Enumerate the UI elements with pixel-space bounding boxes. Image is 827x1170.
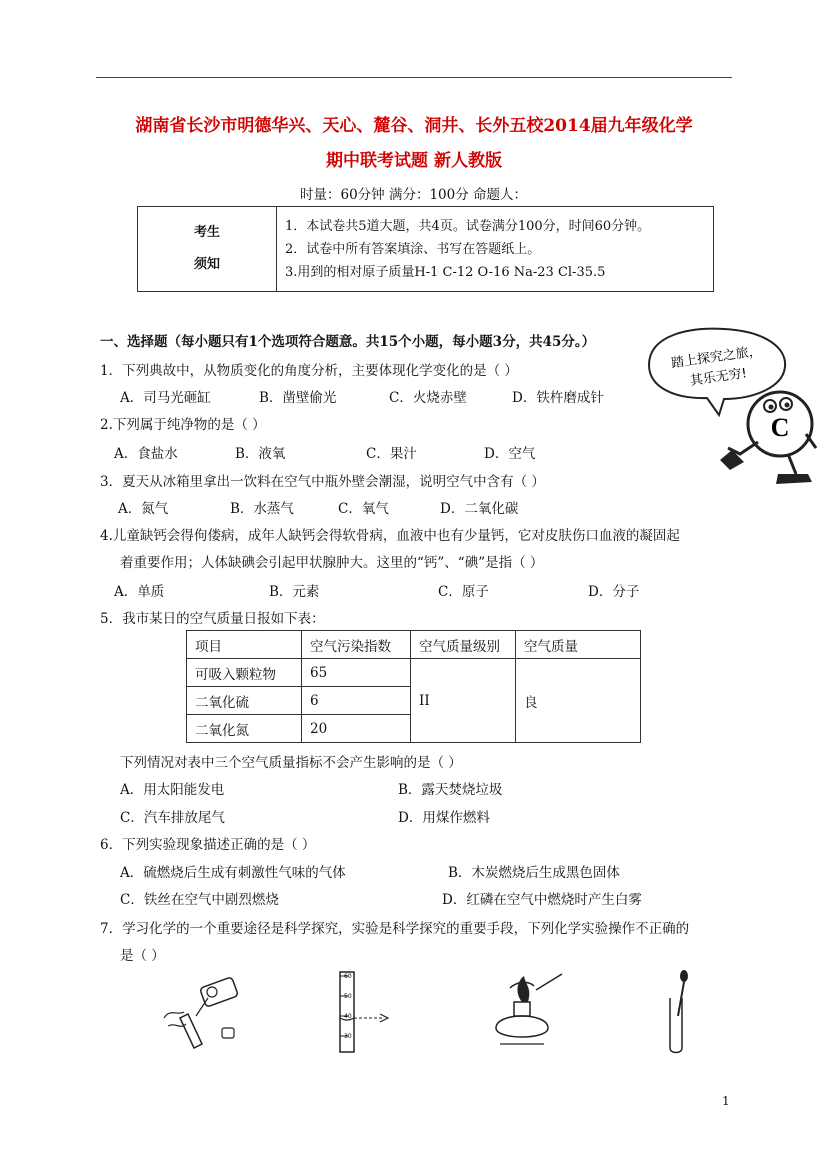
dropper-test-tube-icon: [656, 968, 706, 1058]
section-heading: 一、选择题（每小题只有1个选项符合题意。共15个小题，每小题3分，共45分。）: [100, 334, 596, 350]
table-header-index: 空气污染指数: [302, 631, 411, 659]
question-7-stem-line1: 7．学习化学的一个重要途径是科学探究，实验是科学探究的重要手段，下列化学实验操作不正确的: [100, 921, 690, 937]
table-cell-item: 二氧化氮: [187, 715, 302, 743]
table-header-level: 空气质量级别: [411, 631, 516, 659]
question-3-option-c[interactable]: C．氧气: [338, 501, 389, 517]
question-4-option-c[interactable]: C．原子: [438, 584, 489, 600]
table-cell-quality: 良: [516, 659, 641, 743]
table-cell-item: 可吸入颗粒物: [187, 659, 302, 687]
table-cell-item: 二氧化硫: [187, 687, 302, 715]
question-5-option-b[interactable]: B．露天焚烧垃圾: [398, 782, 503, 798]
pouring-liquid-icon: [160, 968, 250, 1058]
mascot-icon: [718, 382, 818, 492]
question-2-stem: 2.下列属于纯净物的是（ ）: [100, 417, 266, 433]
question-7-stem-line2: 是（ ）: [120, 948, 165, 964]
question-2-option-d[interactable]: D．空气: [484, 446, 536, 462]
question-1-stem: 1．下列典故中，从物质变化的角度分析，主要体现化学变化的是（ ）: [100, 363, 518, 379]
cylinder-tick: 40: [344, 1013, 352, 1020]
question-5-question: 下列情况对表中三个空气质量指标不会产生影响的是（ ）: [120, 755, 462, 771]
cylinder-tick: 50: [344, 993, 352, 1000]
question-6-option-b[interactable]: B．木炭燃烧后生成黑色固体: [448, 865, 620, 881]
question-4-option-a[interactable]: A．单质: [114, 584, 165, 600]
table-header-quality: 空气质量: [516, 631, 641, 659]
measuring-cylinder-icon: [318, 968, 398, 1058]
question-5-stem: 5．我市某日的空气质量日报如下表：: [100, 611, 325, 627]
question-3-option-b[interactable]: B．水蒸气: [230, 501, 294, 517]
table-row: [187, 659, 641, 687]
question-4-option-b[interactable]: B．元素: [269, 584, 320, 600]
question-1-option-a[interactable]: A．司马光砸缸: [120, 390, 211, 406]
table-header-item: 项目: [187, 631, 302, 659]
exam-title-line1: 湖南省长沙市明德华兴、天心、麓谷、洞井、长外五校2014届九年级化学: [135, 116, 693, 136]
exam-meta: 时量：60分钟 满分：100分 命题人：: [299, 187, 528, 203]
question-6-option-a[interactable]: A．硫燃烧后生成有刺激性气味的气体: [120, 865, 346, 881]
question-4-option-d[interactable]: D．分子: [588, 584, 640, 600]
notice-item: 1．本试卷共5道大题，共4页。试卷满分100分，时间60分钟。: [285, 218, 651, 234]
question-6-option-c[interactable]: C．铁丝在空气中剧烈燃烧: [120, 892, 279, 908]
question-2-option-a[interactable]: A．食盐水: [114, 446, 178, 462]
question-3-option-a[interactable]: A．氮气: [118, 501, 169, 517]
notice-label-1: 考生: [193, 225, 220, 240]
question-1-option-b[interactable]: B．凿壁偷光: [259, 390, 337, 406]
question-3-stem: 3．夏天从冰箱里拿出一饮料在空气中瓶外壁会潮湿，说明空气中含有（ ）: [100, 474, 545, 490]
question-5-option-c[interactable]: C．汽车排放尾气: [120, 810, 225, 826]
bubble-text-2: 其乐无穷!: [689, 366, 748, 389]
question-2-option-c[interactable]: C．果汁: [366, 446, 417, 462]
notice-label: [138, 207, 277, 292]
cylinder-tick: 30: [344, 1033, 352, 1040]
question-6-stem: 6．下列实验现象描述正确的是（ ）: [100, 837, 316, 853]
notice-item: 3.用到的相对原子质量H-1 C-12 O-16 Na-23 Cl-35.5: [285, 264, 606, 280]
page-number: 1: [722, 1094, 730, 1108]
question-4-stem-line2: 着重要作用；人体缺碘会引起甲状腺肿大。这里的“钙”、“碘”是指（ ）: [120, 555, 544, 571]
notice-label-2: 须知: [193, 257, 220, 272]
question-6-option-d[interactable]: D．红磷在空气中燃烧时产生白雾: [442, 892, 642, 908]
table-cell-index: 65: [302, 659, 411, 687]
notice-items: [277, 207, 714, 292]
question-4-stem-line1: 4.儿童缺钙会得佝偻病，成年人缺钙会得软骨病，血液中也有少量钙，它对皮肤伤口血液的凝固起: [100, 528, 680, 544]
table-cell-index: 20: [302, 715, 411, 743]
question-5-option-a[interactable]: A．用太阳能发电: [120, 782, 225, 798]
notice-table: [137, 206, 714, 292]
alcohol-lamp-icon: [484, 968, 574, 1058]
notice-item: 2．试卷中所有答案填涂、书写在答题纸上。: [285, 241, 541, 257]
mascot-letter: C: [770, 413, 790, 442]
table-cell-level: II: [411, 659, 516, 743]
cylinder-tick: 60: [344, 973, 352, 980]
table-cell-index: 6: [302, 687, 411, 715]
air-quality-table: [186, 630, 641, 743]
question-1-option-c[interactable]: C．火烧赤壁: [389, 390, 467, 406]
question-1-option-d[interactable]: D．铁杵磨成针: [512, 390, 604, 406]
question-2-option-b[interactable]: B．液氧: [235, 446, 286, 462]
bubble-text-1: 踏上探究之旅，: [670, 343, 763, 372]
header-rule: [96, 77, 732, 78]
question-3-option-d[interactable]: D．二氧化碳: [440, 501, 519, 517]
exam-title-line2: 期中联考试题 新人教版: [326, 151, 502, 171]
question-5-option-d[interactable]: D．用煤作燃料: [398, 810, 490, 826]
